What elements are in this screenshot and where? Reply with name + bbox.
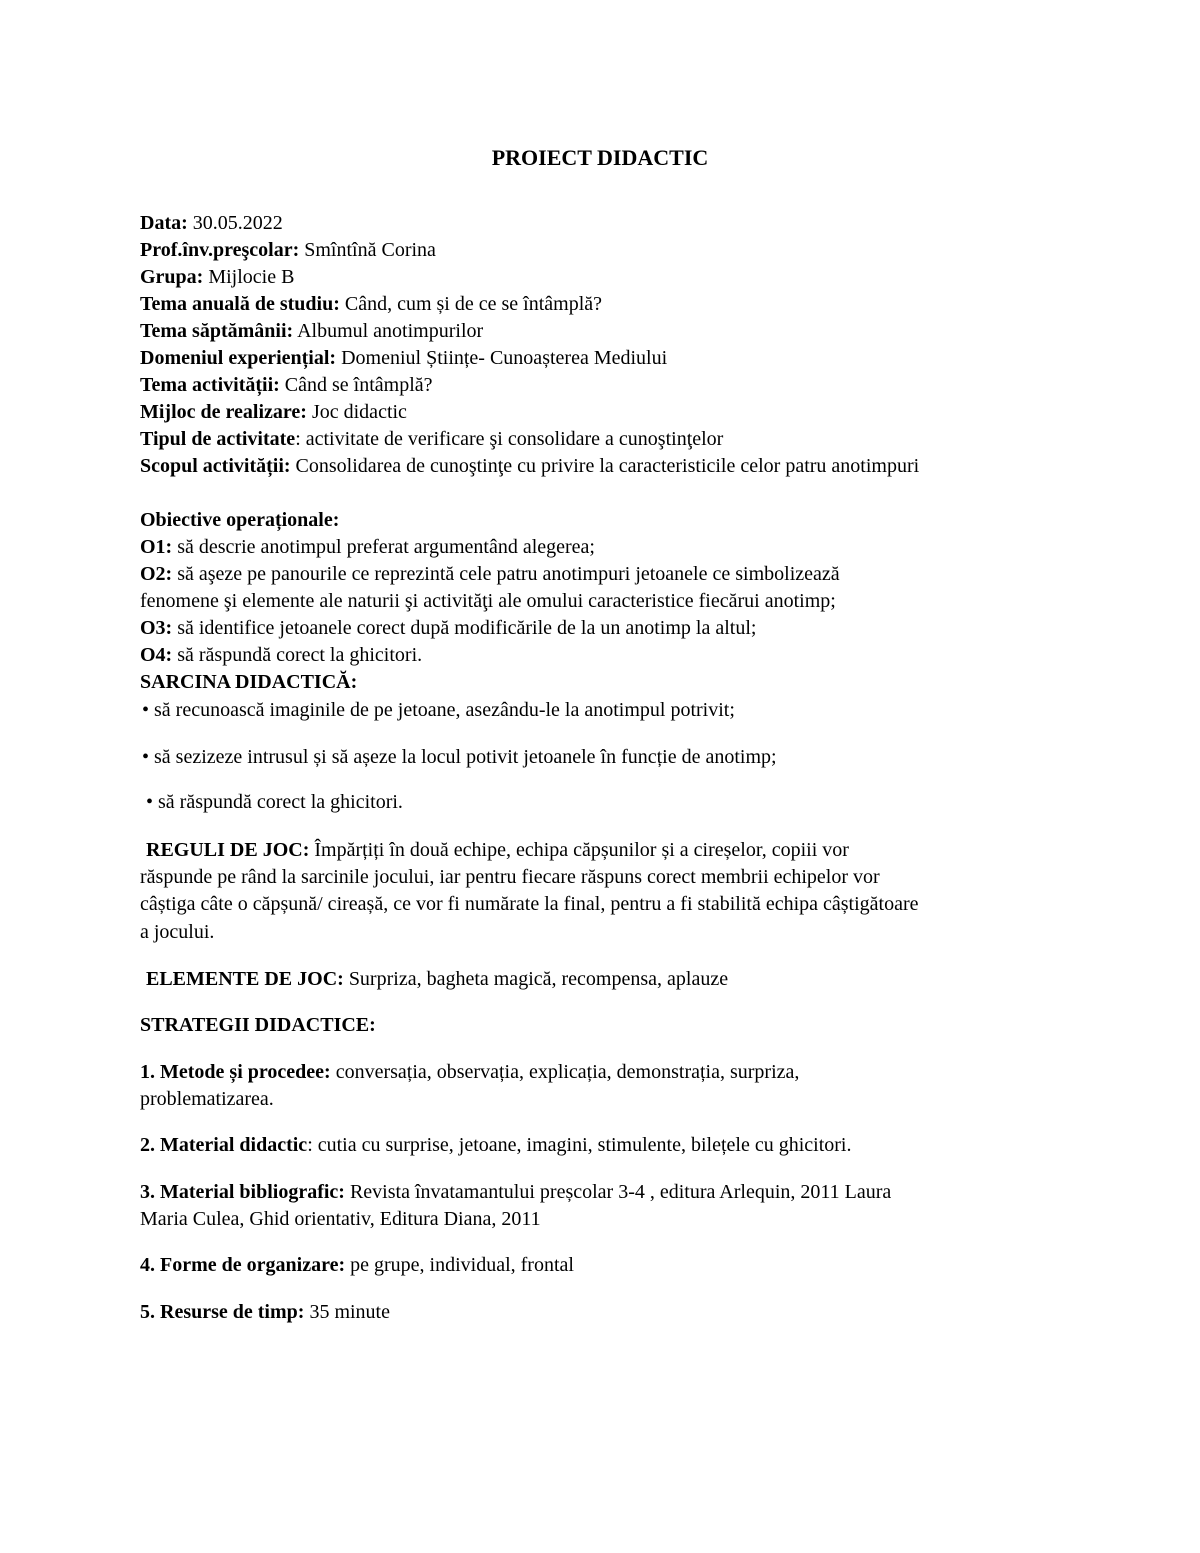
bullet-icon: • [146, 791, 154, 813]
strategy-organization: 4. Forme de organizare: pe grupe, individual, frontal [140, 1254, 574, 1276]
task-heading: SARCINA DIDACTICĂ: [140, 671, 358, 693]
strategy-methods: 1. Metode și procedee: conversația, observația, explicația, demonstrația, surpriza, [140, 1061, 800, 1083]
strategy-materials: 2. Material didactic: cutia cu surprise, jetoane, imagini, stimulente, bilețele cu ghicitori. [140, 1134, 852, 1156]
task-item: • să recunoască imaginile de pe jetoane, asezându-le la anotimpul potrivit; [142, 699, 735, 721]
objective-o2: O2: să aşeze pe panourile ce reprezintă cele patru anotimpuri jetoanele ce simbolizează [140, 563, 840, 585]
task-item: • să răspundă corect la ghicitori. [146, 791, 403, 813]
document-title: PROIECT DIDACTIC [491, 145, 709, 170]
strategies-heading: STRATEGII DIDACTICE: [140, 1014, 376, 1036]
field-date: Data: 30.05.2022 [140, 212, 283, 234]
objectives-heading: Obiective operaționale: [140, 509, 340, 531]
objective-o1: O1: să descrie anotimpul preferat argumentând alegerea; [140, 536, 595, 558]
bullet-icon: • [142, 746, 150, 768]
field-means: Mijloc de realizare: Joc didactic [140, 401, 407, 423]
rules-line: a jocului. [140, 921, 215, 943]
objective-o4: O4: să răspundă corect la ghicitori. [140, 644, 423, 666]
game-elements: ELEMENTE DE JOC: Surpriza, bagheta magică, recompensa, aplauze [146, 968, 729, 990]
bullet-icon: • [142, 699, 150, 721]
field-teacher: Prof.înv.preşcolar: Smîntînă Corina [140, 239, 436, 261]
field-activity-type: Tipul de activitate: activitate de verificare şi consolidare a cunoştinţelor [140, 428, 724, 450]
field-annual-theme: Tema anuală de studiu: Când, cum și de ce se întâmplă? [140, 293, 603, 315]
field-weekly-theme: Tema săptămânii: Albumul anotimpurilor [140, 320, 484, 342]
task-item: • să sezizeze intrusul și să așeze la locul potivit jetoanele în funcție de anotimp; [142, 746, 777, 768]
strategy-bibliography: 3. Material bibliografic: Revista învatamantului preșcolar 3-4 , editura Arlequin, 2011 Laura [140, 1181, 892, 1203]
strategy-time: 5. Resurse de timp: 35 minute [140, 1301, 390, 1323]
field-group: Grupa: Mijlocie B [140, 266, 295, 288]
strategy-bibliography-cont: Maria Culea, Ghid orientativ, Editura Diana, 2011 [140, 1208, 541, 1230]
field-purpose: Scopul activității: Consolidarea de cunoştinţe cu privire la caracteristicile celor patru anotimpuri [140, 455, 920, 477]
field-domain: Domeniul experiențial: Domeniul Științe- Cunoașterea Mediului [140, 347, 668, 369]
rules-line: câștiga câte o căpșună/ cireașă, ce vor fi numărate la final, pentru a fi stabilită echipa câștigătoare [140, 893, 919, 915]
objective-o2-cont: fenomene şi elemente ale naturii şi activităţi ale omului caracteristice fiecărui anotimp; [140, 590, 836, 612]
rules-line: REGULI DE JOC: Împărțiți în două echipe, echipa căpșunilor și a cireșelor, copiii vor [146, 839, 849, 861]
strategy-methods-cont: problematizarea. [140, 1088, 274, 1110]
field-activity-theme: Tema activității: Când se întâmplă? [140, 374, 433, 396]
objective-o3: O3: să identifice jetoanele corect după modificările de la un anotimp la altul; [140, 617, 757, 639]
rules-line: răspunde pe rând la sarcinile jocului, iar pentru fiecare răspuns corect membrii echipelor vor [140, 866, 880, 888]
